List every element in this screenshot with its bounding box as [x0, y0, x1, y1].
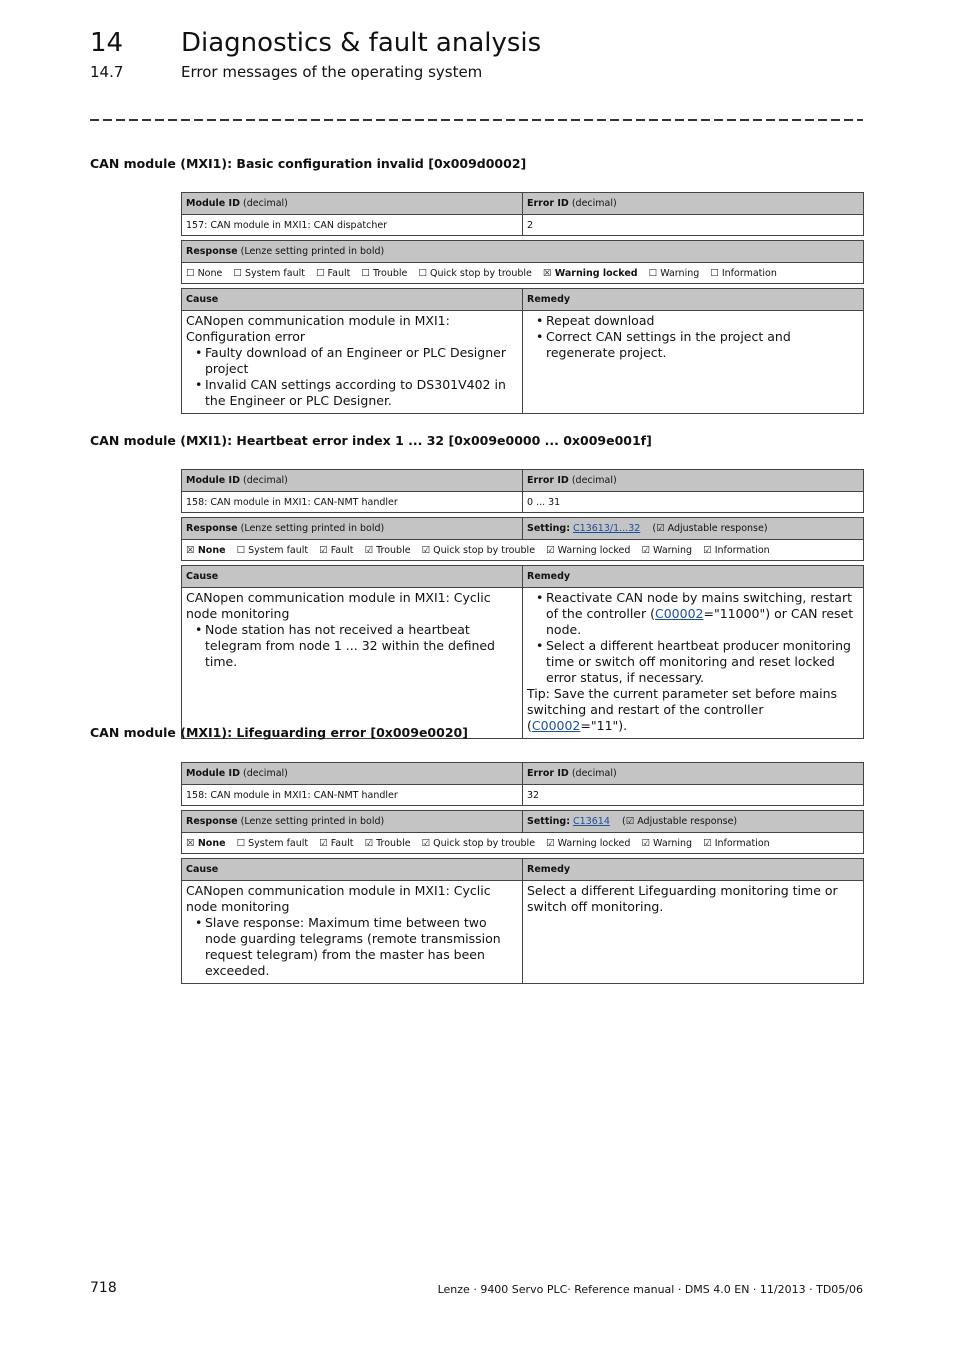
cause-remedy-table: [181, 858, 864, 984]
remedy-cell: [523, 311, 864, 414]
response-option: ☐ Information: [710, 267, 777, 279]
header-divider: [90, 119, 863, 121]
cause-header: Cause: [182, 289, 523, 311]
response-option: ☑ Quick stop by trouble: [421, 544, 536, 556]
response-option: ☑ Quick stop by trouble: [421, 837, 536, 849]
page-number: 718: [90, 1280, 117, 1296]
response-option: ☐ Warning: [648, 267, 700, 279]
remedy-cell: [523, 588, 864, 739]
module-id-header: Module ID (decimal): [182, 193, 523, 215]
chapter-number: 14: [90, 28, 124, 58]
footer-doc-info: Lenze · 9400 Servo PLC· Reference manual · DMS 4.0 EN · 11/2013 · TD05/06: [437, 1283, 863, 1296]
cause-cell: [182, 881, 523, 984]
parameter-link[interactable]: C00002: [655, 606, 704, 621]
cause-bullet: • Slave response: Maximum time between two node guarding telegrams (remote transmission request telegram) from the master has been exceeded.: [205, 915, 518, 979]
remedy-bullet: • Reactivate CAN node by mains switching, restart of the controller (C00002="11000") or CAN reset node.: [546, 590, 859, 638]
setting-link[interactable]: C13613/1...32: [573, 523, 641, 534]
response-option: ☐ System fault: [233, 267, 305, 279]
parameter-link[interactable]: C00002: [531, 718, 581, 733]
cause-cell: [182, 311, 523, 414]
cause-intro: CANopen communication module in MXI1: Configuration error: [186, 313, 450, 344]
response-option: ☐ None: [186, 267, 223, 279]
error-heading: CAN module (MXI1): Heartbeat error index 1 ... 32 [0x009e0000 ... 0x009e001f]: [90, 433, 652, 448]
error-id-value: 32: [523, 785, 864, 806]
module-id-value: 157: CAN module in MXI1: CAN dispatcher: [182, 215, 523, 236]
remedy-tip: Tip: Save the current parameter set before mains switching and restart of the controller (C00002="11").: [527, 686, 838, 733]
cause-intro: CANopen communication module in MXI1: Cyclic node monitoring: [186, 883, 491, 914]
section-title: Error messages of the operating system: [181, 63, 483, 81]
cause-cell: [182, 588, 523, 739]
module-id-header: Module ID (decimal): [182, 470, 523, 492]
response-option-default: ☒ None: [186, 544, 226, 556]
remedy-header: Remedy: [523, 859, 864, 881]
setting-header: Setting: C13613/1...32 (☑ Adjustable response): [523, 518, 864, 540]
remedy-bullet: • Select a different heartbeat producer monitoring time or switch off monitoring and reset locked error status, if necessary.: [546, 638, 859, 686]
response-option: ☑ Information: [703, 837, 770, 849]
error-id-header: Error ID (decimal): [523, 763, 864, 785]
error-id-header: Error ID (decimal): [523, 193, 864, 215]
response-option: ☐ Fault: [315, 267, 351, 279]
cause-header: Cause: [182, 859, 523, 881]
response-header: Response (Lenze setting printed in bold): [182, 241, 864, 263]
response-option-default: ☒ None: [186, 837, 226, 849]
response-option: ☑ Warning: [641, 544, 693, 556]
response-option: ☐ System fault: [236, 837, 309, 849]
response-option: ☑ Warning locked: [546, 837, 631, 849]
setting-header: Setting: C13614 (☑ Adjustable response): [523, 811, 864, 833]
response-option: ☑ Trouble: [364, 837, 411, 849]
response-option: ☑ Fault: [319, 544, 354, 556]
response-option: ☑ Warning locked: [546, 544, 631, 556]
error-id-value: 2: [523, 215, 864, 236]
remedy-header: Remedy: [523, 289, 864, 311]
module-id-header: Module ID (decimal): [182, 763, 523, 785]
response-options: [182, 540, 864, 561]
cause-bullet: • Invalid CAN settings according to DS301V402 in the Engineer or PLC Designer.: [205, 377, 518, 409]
response-option: ☐ System fault: [236, 544, 309, 556]
response-option: ☐ Quick stop by trouble: [418, 267, 532, 279]
cause-bullet: • Faulty download of an Engineer or PLC Designer project: [205, 345, 518, 377]
cause-remedy-table: [181, 288, 864, 414]
remedy-bullet: • Repeat download: [546, 313, 859, 329]
cause-header: Cause: [182, 566, 523, 588]
response-header: Response (Lenze setting printed in bold): [182, 811, 523, 833]
response-table: [181, 517, 864, 561]
remedy-bullet: • Correct CAN settings in the project and regenerate project.: [546, 329, 859, 361]
response-option-default: ☒ Warning locked: [542, 267, 638, 279]
remedy-text: Select a different Lifeguarding monitoring time or switch off monitoring.: [527, 883, 838, 914]
id-table: [181, 762, 864, 806]
response-options: [182, 263, 864, 284]
module-id-value: 158: CAN module in MXI1: CAN-NMT handler: [182, 785, 523, 806]
response-option: ☑ Warning: [641, 837, 693, 849]
response-table: [181, 810, 864, 854]
chapter-title: Diagnostics & fault analysis: [181, 28, 542, 58]
response-table: [181, 240, 864, 284]
remedy-header: Remedy: [523, 566, 864, 588]
setting-link[interactable]: C13614: [573, 816, 610, 827]
module-id-value: 158: CAN module in MXI1: CAN-NMT handler: [182, 492, 523, 513]
cause-remedy-table: [181, 565, 864, 739]
response-header: Response (Lenze setting printed in bold): [182, 518, 523, 540]
error-heading: CAN module (MXI1): Basic configuration invalid [0x009d0002]: [90, 156, 527, 171]
response-option: ☑ Information: [703, 544, 770, 556]
error-id-value: 0 ... 31: [523, 492, 864, 513]
response-option: ☑ Trouble: [364, 544, 411, 556]
response-options: [182, 833, 864, 854]
cause-intro: CANopen communication module in MXI1: Cyclic node monitoring: [186, 590, 491, 621]
section-number: 14.7: [90, 63, 124, 81]
id-table: [181, 469, 864, 513]
response-option: ☐ Trouble: [361, 267, 408, 279]
cause-bullet: • Node station has not received a heartbeat telegram from node 1 ... 32 within the defined time.: [205, 622, 518, 670]
response-option: ☑ Fault: [319, 837, 354, 849]
remedy-cell: [523, 881, 864, 984]
error-heading: CAN module (MXI1): Lifeguarding error [0x009e0020]: [90, 725, 468, 740]
error-id-header: Error ID (decimal): [523, 470, 864, 492]
id-table: [181, 192, 864, 236]
